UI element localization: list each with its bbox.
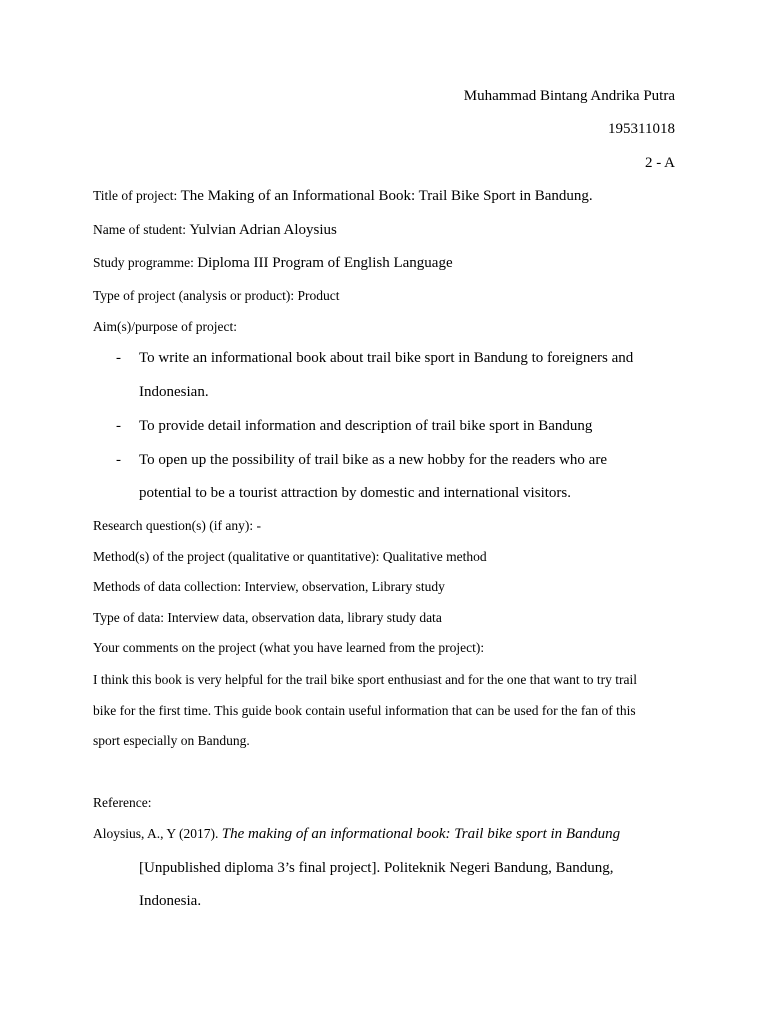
reference-authors: Aloysius, A., Y (2017). — [93, 826, 222, 841]
project-type-line: Type of project (analysis or product): Product — [93, 288, 340, 303]
reference-entry — [93, 824, 620, 844]
reference-continuation: [Unpublished diploma 3’s final project]. Politeknik Negeri Bandung, Bandung, — [139, 860, 614, 876]
aim-text-line: To provide detail information and description of trail bike sport in Bandung — [139, 418, 593, 434]
comment-line: sport especially on Bandung. — [93, 733, 250, 748]
study-programme-line — [93, 253, 453, 273]
student-name-label: Name of student: — [93, 222, 190, 237]
aim-text-line: potential to be a tourist attraction by domestic and international visitors. — [139, 485, 571, 501]
class-label: 2 - A — [645, 155, 675, 171]
data-collection-line: Methods of data collection: Interview, observation, Library study — [93, 579, 445, 594]
aim-text-line: Indonesian. — [139, 384, 209, 400]
reference-title: The making of an informational book: Trail bike sport in Bandung — [221, 826, 621, 842]
student-id: 195311018 — [608, 121, 675, 137]
research-question-line: Research question(s) (if any): - — [93, 518, 261, 533]
student-name-line — [93, 220, 337, 240]
author-name: Muhammad Bintang Andrika Putra — [463, 88, 675, 104]
aim-text-line: To open up the possibility of trail bike as a new hobby for the readers who are — [139, 452, 607, 468]
comment-line: I think this book is very helpful for the trail bike sport enthusiast and for the one that want to try trail — [93, 672, 638, 687]
aim-bullet: - — [116, 350, 121, 366]
comment-line: bike for the first time. This guide book contain useful information that can be used for the fan of this — [93, 703, 636, 718]
study-programme-label: Study programme: — [93, 255, 198, 270]
aim-bullet: - — [116, 418, 121, 434]
reference-continuation: Indonesia. — [139, 893, 202, 909]
project-title-line — [93, 186, 593, 206]
data-type-line: Type of data: Interview data, observation data, library study data — [93, 610, 442, 625]
aims-label: Aim(s)/purpose of project: — [93, 319, 237, 334]
student-name-value: Yulvian Adrian Aloysius — [189, 222, 337, 238]
aim-bullet: - — [116, 452, 121, 468]
aim-text-line: To write an informational book about trail bike sport in Bandung to foreigners and — [139, 350, 634, 366]
study-programme-value: Diploma III Program of English Language — [197, 255, 453, 271]
reference-heading: Reference: — [93, 795, 152, 810]
method-line: Method(s) of the project (qualitative or quantitative): Qualitative method — [93, 549, 487, 564]
project-title-value: The Making of an Informational Book: Trail Bike Sport in Bandung. — [180, 188, 593, 204]
project-title-label: Title of project: — [93, 188, 181, 203]
comments-label: Your comments on the project (what you have learned from the project): — [93, 640, 485, 655]
